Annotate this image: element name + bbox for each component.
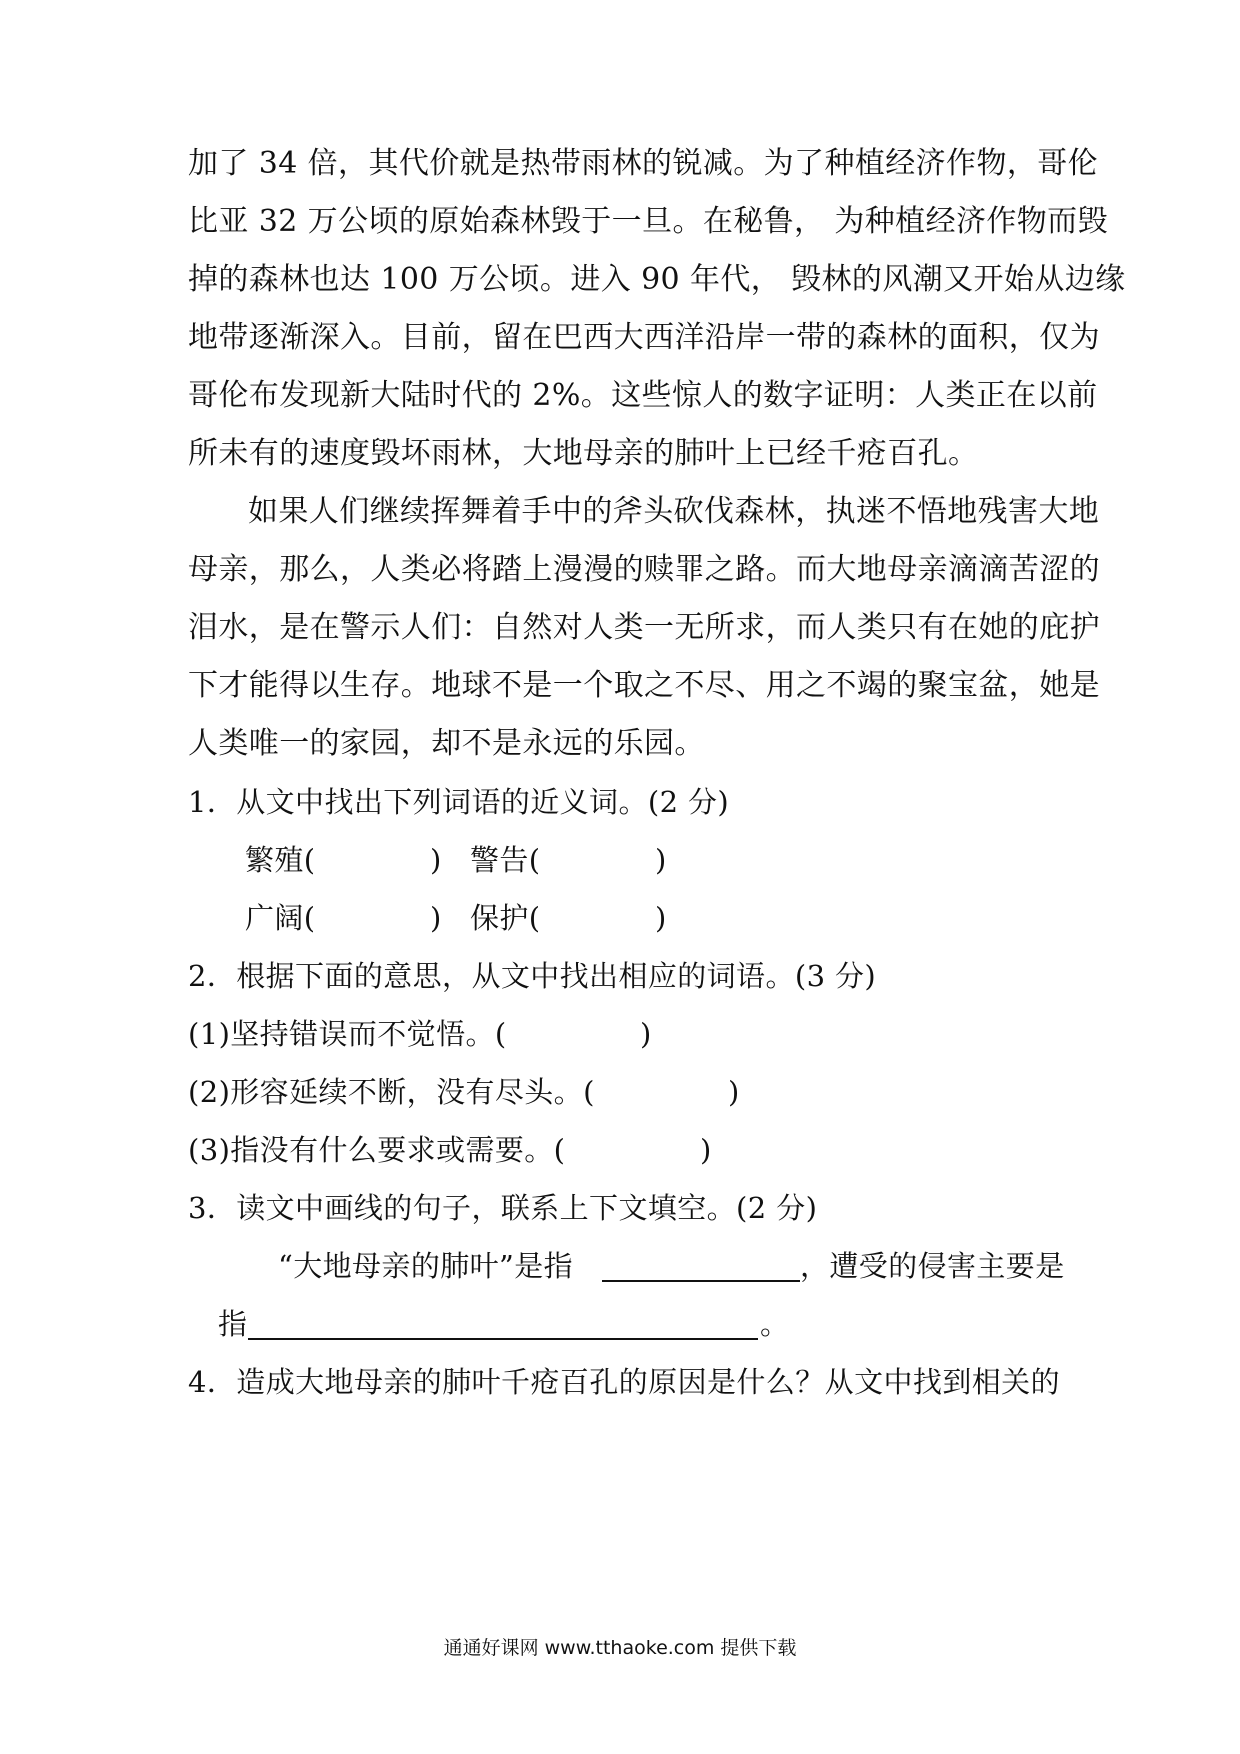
passage-line: 哥伦布发现新大陆时代的 2%。这些惊人的数字证明：人类正在以前 xyxy=(188,378,1098,413)
q2-item-text: (2)形容延续不断，没有尽头。( xyxy=(188,1075,595,1109)
q2-item-text: (1)坚持错误而不觉悟。( xyxy=(188,1017,507,1051)
passage-line: 所未有的速度毁坏雨林，大地母亲的肺叶上已经千疮百孔。 xyxy=(188,436,979,471)
q3-text: ，遭受的侵害主要是 xyxy=(800,1249,1065,1283)
question-1-prompt: 1．从文中找出下列词语的近义词。(2 分) xyxy=(188,785,730,819)
question-4-prompt: 4．造成大地母亲的肺叶千疮百孔的原因是什么？从文中找到相关的 xyxy=(188,1365,1060,1399)
q2-close-paren: ) xyxy=(728,1075,740,1109)
q1-word-label: 繁殖( xyxy=(245,843,316,877)
q3-text: “大地母亲的肺叶”是指 xyxy=(278,1249,574,1283)
q3-answer-blank[interactable] xyxy=(248,1308,758,1340)
passage-line: 母亲，那么，人类必将踏上漫漫的赎罪之路。而大地母亲滴滴苦涩的 xyxy=(188,552,1100,587)
q2-close-paren: ) xyxy=(700,1133,712,1167)
q3-text: 。 xyxy=(760,1307,790,1341)
passage-line: 如果人们继续挥舞着手中的斧头砍伐森林，执迷不悟地残害大地 xyxy=(248,494,1100,529)
passage-line: 人类唯一的家园，却不是永远的乐园。 xyxy=(188,726,705,761)
q1-word-label: 警告( xyxy=(470,843,541,877)
q1-word-label: 广阔( xyxy=(245,901,316,935)
q2-item-text: (3)指没有什么要求或需要。( xyxy=(188,1133,566,1167)
q1-close-paren: ) xyxy=(430,901,442,935)
passage-line: 比亚 32 万公顷的原始森林毁于一旦。在秘鲁， 为种植经济作物而毁 xyxy=(188,204,1108,239)
q1-close-paren: ) xyxy=(655,901,667,935)
q1-close-paren: ) xyxy=(430,843,442,877)
q2-close-paren: ) xyxy=(640,1017,652,1051)
passage-line: 加了 34 倍，其代价就是热带雨林的锐减。为了种植经济作物，哥伦 xyxy=(188,146,1099,181)
question-3-prompt: 3．读文中画线的句子，联系上下文填空。(2 分) xyxy=(188,1191,818,1225)
q1-word-label: 保护( xyxy=(470,901,541,935)
passage-line: 下才能得以生存。地球不是一个取之不尽、用之不竭的聚宝盆，她是 xyxy=(188,668,1100,703)
q1-close-paren: ) xyxy=(655,843,667,877)
q3-text: 指 xyxy=(218,1307,248,1341)
q3-answer-blank[interactable] xyxy=(602,1250,800,1282)
passage-line: 泪水，是在警示人们：自然对人类一无所求，而人类只有在她的庇护 xyxy=(188,610,1100,645)
passage-line: 地带逐渐深入。目前，留在巴西大西洋沿岸一带的森林的面积，仅为 xyxy=(188,320,1100,355)
footer-credit: 通通好课网 www.tthaoke.com 提供下载 xyxy=(443,1637,797,1659)
passage-line: 掉的森林也达 100 万公顷。进入 90 年代， 毁林的风潮又开始从边缘 xyxy=(188,262,1126,297)
question-2-prompt: 2．根据下面的意思，从文中找出相应的词语。(3 分) xyxy=(188,959,877,993)
